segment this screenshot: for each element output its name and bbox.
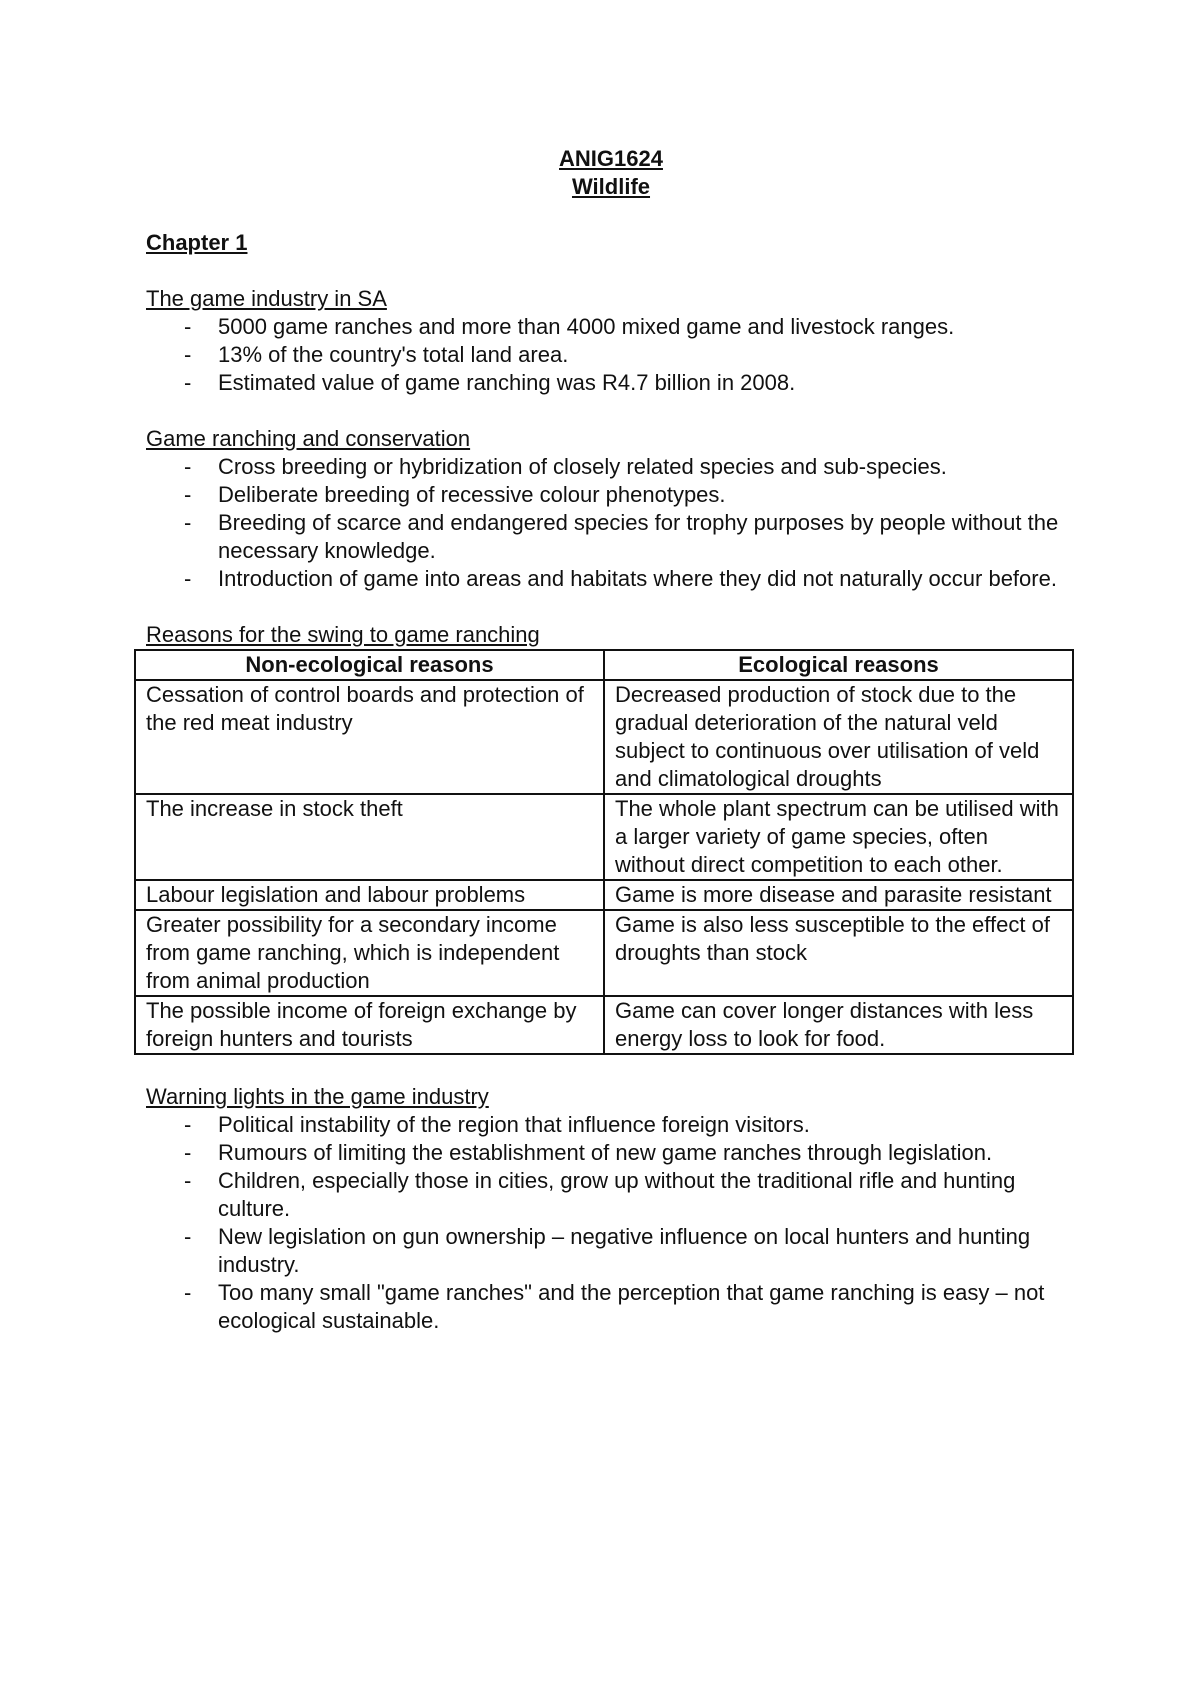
table-cell: Cessation of control boards and protection of the red meat industry (135, 680, 604, 794)
course-code: ANIG1624 (559, 146, 663, 171)
column-header-non-ecological: Non-ecological reasons (135, 650, 604, 680)
section-heading-game-industry: The game industry in SA (146, 286, 387, 311)
table-row (135, 996, 1073, 1054)
list-item: - Introduction of game into areas and habitats where they did not naturally occur before. (146, 565, 1076, 593)
table-cell: Game can cover longer distances with less energy loss to look for food. (604, 996, 1073, 1054)
list-item: - Breeding of scarce and endangered species for trophy purposes by people without the necessary knowledge. (146, 509, 1076, 565)
subject-title: Wildlife (571, 174, 651, 199)
table-cell: The increase in stock theft (135, 794, 604, 880)
table-header-row (135, 650, 1073, 680)
game-industry-list (146, 313, 1076, 397)
table-cell: Game is also less susceptible to the effect of droughts than stock (604, 910, 1073, 996)
table-cell: Labour legislation and labour problems (135, 880, 604, 910)
document-header (146, 145, 1076, 201)
list-item: - Children, especially those in cities, grow up without the traditional rifle and hunting culture. (146, 1167, 1076, 1223)
table-cell: Game is more disease and parasite resistant (604, 880, 1073, 910)
table-cell: Greater possibility for a secondary income from game ranching, which is independent from animal production (135, 910, 604, 996)
ranching-conservation-list (146, 453, 1076, 593)
chapter-heading: Chapter 1 (146, 230, 248, 255)
list-item: - Rumours of limiting the establishment of new game ranches through legislation. (146, 1139, 1076, 1167)
list-item: - Deliberate breeding of recessive colour phenotypes. (146, 481, 1076, 509)
list-item: - New legislation on gun ownership – negative influence on local hunters and hunting industry. (146, 1223, 1076, 1279)
table-cell: Decreased production of stock due to the gradual deterioration of the natural veld subject to continuous over utilisation of veld and climatological droughts (604, 680, 1073, 794)
list-item: - 5000 game ranches and more than 4000 mixed game and livestock ranges. (146, 313, 1076, 341)
list-item: - Estimated value of game ranching was R4.7 billion in 2008. (146, 369, 1076, 397)
table-row (135, 880, 1073, 910)
section-heading-ranching-conservation: Game ranching and conservation (146, 426, 471, 451)
list-item: - 13% of the country's total land area. (146, 341, 1076, 369)
table-cell: The whole plant spectrum can be utilised with a larger variety of game species, often without direct competition to each other. (604, 794, 1073, 880)
table-cell: The possible income of foreign exchange by foreign hunters and tourists (135, 996, 604, 1054)
warning-lights-list (146, 1111, 1076, 1335)
list-item: - Political instability of the region that influence foreign visitors. (146, 1111, 1076, 1139)
column-header-ecological: Ecological reasons (604, 650, 1073, 680)
list-item: - Too many small "game ranches" and the perception that game ranching is easy – not ecological sustainable. (146, 1279, 1076, 1335)
table-row (135, 910, 1073, 996)
section-heading-reasons: Reasons for the swing to game ranching (146, 622, 540, 647)
reasons-table (134, 649, 1074, 1055)
table-row (135, 680, 1073, 794)
list-item: - Cross breeding or hybridization of closely related species and sub-species. (146, 453, 1076, 481)
section-heading-warning-lights: Warning lights in the game industry (146, 1084, 489, 1109)
table-row (135, 794, 1073, 880)
document-page (146, 145, 1076, 1335)
